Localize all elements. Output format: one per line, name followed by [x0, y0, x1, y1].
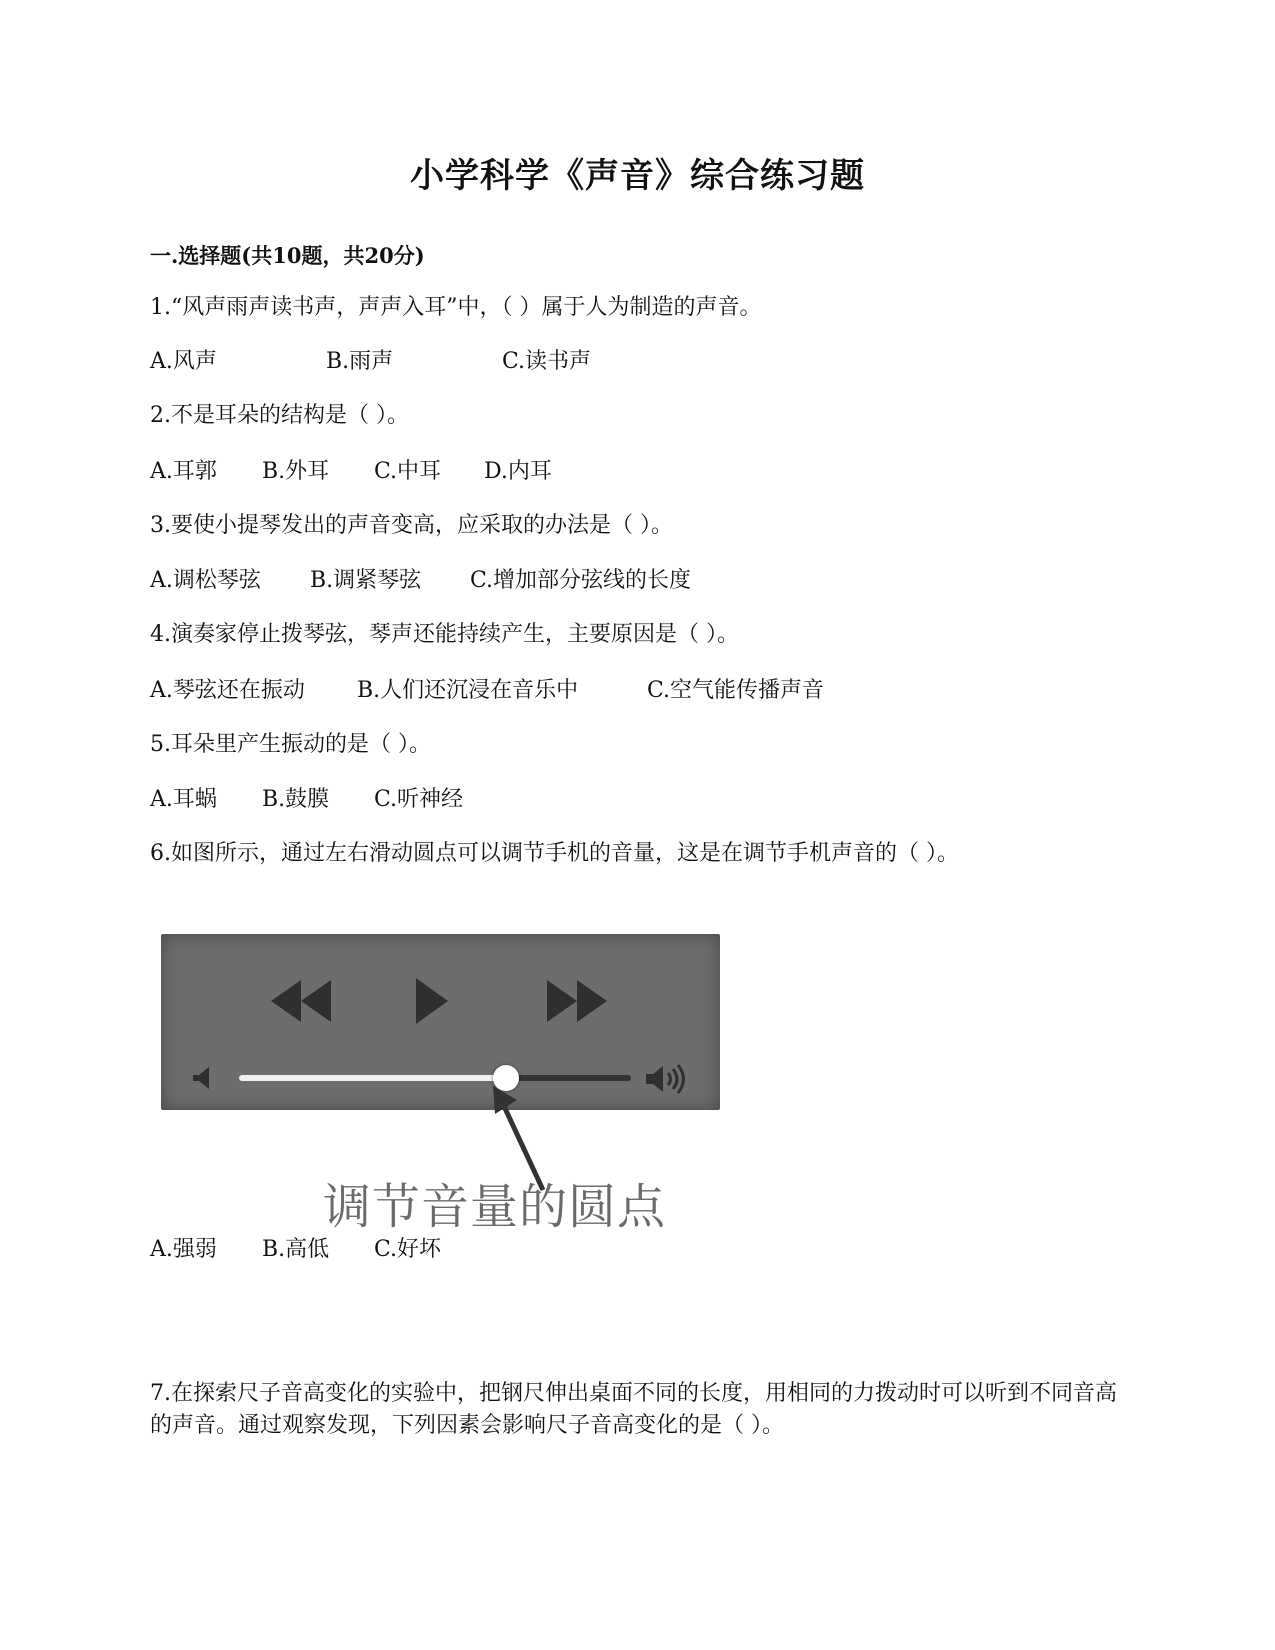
option-a: A.调松琴弦 [150, 568, 261, 593]
question-7-stem: 7.在探索尺子音高变化的实验中，把钢尺伸出桌面不同的长度，用相同的力拨动时可以听到不同音高的声音。通过观察发现，下列因素会影响尺子音高变化的是（ ）。 [150, 1381, 1117, 1438]
question-3-options [150, 563, 691, 594]
question-2-stem: 2.不是耳朵的结构是（ ）。 [150, 403, 409, 428]
volume-slider-track [239, 1075, 631, 1081]
option-b: B.鼓膜 [262, 787, 330, 812]
option-c: C.增加部分弦线的长度 [470, 568, 692, 593]
page-title: 小学科学《声音》综合练习题 [410, 156, 865, 196]
option-c: C.听神经 [374, 787, 464, 812]
option-b: B.雨声 [326, 349, 394, 374]
play-icon [408, 974, 478, 1028]
option-b: B.调紧琴弦 [310, 568, 422, 593]
volume-high-icon [644, 1062, 690, 1096]
option-a: A.耳蜗 [150, 787, 217, 812]
volume-low-icon [189, 1064, 215, 1092]
question-6-options [150, 1232, 441, 1263]
option-b: B.人们还沉浸在音乐中 [357, 678, 579, 703]
question-3-stem: 3.要使小提琴发出的声音变高，应采取的办法是（ ）。 [150, 513, 673, 538]
question-1-options [150, 344, 591, 375]
rewind-icon [267, 974, 337, 1028]
section-heading: 一.选择题(共10题，共20分) [150, 243, 425, 268]
question-4-stem: 4.演奏家停止拨琴弦，琴声还能持续产生，主要原因是（ ）。 [150, 622, 739, 647]
question-6-stem: 6.如图所示，通过左右滑动圆点可以调节手机的音量，这是在调节手机声音的（ ）。 [150, 841, 959, 866]
option-b: B.高低 [262, 1237, 330, 1262]
media-player-panel [161, 934, 720, 1110]
option-d: D.内耳 [484, 459, 552, 484]
option-a: A.强弱 [150, 1237, 217, 1262]
option-c: C.好坏 [374, 1237, 442, 1262]
option-c: C.中耳 [374, 459, 442, 484]
option-a: A.耳郭 [150, 459, 217, 484]
figure-caption: 调节音量的圆点 [323, 1179, 667, 1235]
volume-slider-figure [155, 928, 720, 1235]
question-5-options [150, 782, 463, 813]
option-c: C.空气能传播声音 [647, 678, 825, 703]
option-a: A.风声 [150, 349, 217, 374]
question-5-stem: 5.耳朵里产生振动的是（ ）。 [150, 732, 431, 757]
question-1-stem: 1.“风声雨声读书声，声声入耳”中，（ ）属于人为制造的声音。 [150, 295, 762, 320]
option-a: A.琴弦还在振动 [150, 678, 305, 703]
volume-slider-fill [239, 1075, 506, 1081]
option-b: B.外耳 [262, 459, 330, 484]
option-c: C.读书声 [502, 349, 592, 374]
question-4-options [150, 673, 824, 704]
question-2-options [150, 454, 552, 485]
fast-forward-icon [541, 974, 611, 1028]
